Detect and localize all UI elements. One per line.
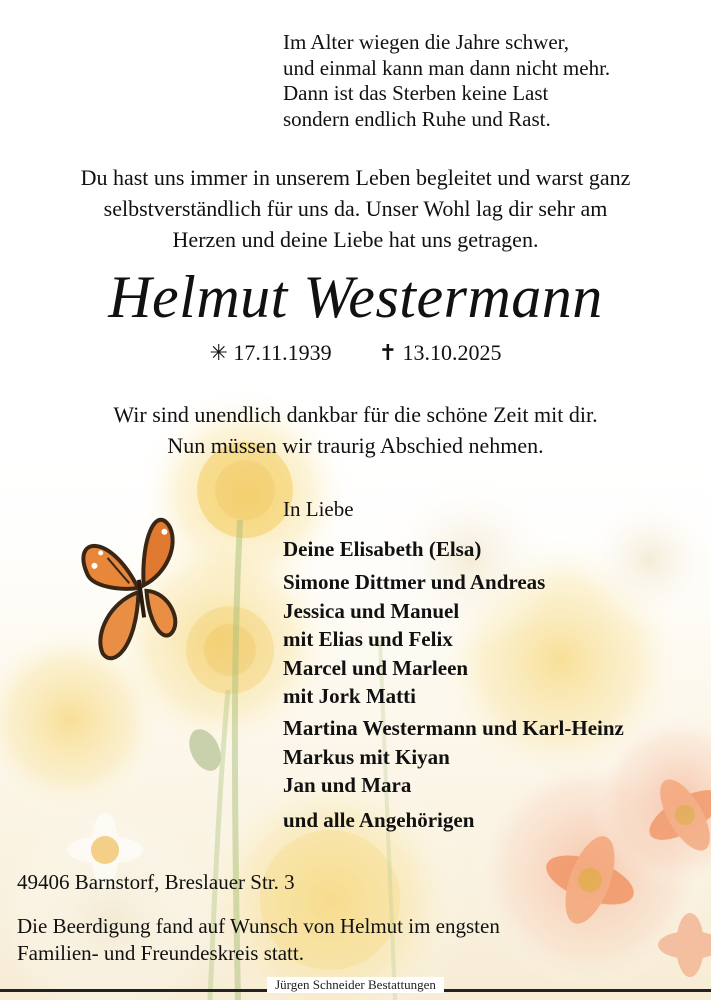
family-member: Martina Westermann und Karl-Heinz [283,716,624,740]
life-dates [0,340,711,366]
family-member: mit Elias und Felix [283,627,453,651]
intro-line: selbstverständlich für uns da. Unser Wohl lag dir sehr am [103,196,608,221]
footer [0,976,711,994]
funeral-notice [17,913,500,967]
deceased-name: Helmut Westermann [108,264,603,330]
thanks-line: Nun müssen wir traurig Abschied nehmen. [167,433,544,458]
family-member: Simone Dittmer und Andreas [283,570,546,594]
poem [283,30,610,132]
intro-line: Du hast uns immer in unserem Leben begleitet und warst ganz [80,165,631,190]
family-closing: und alle Angehörigen [283,808,475,832]
address: 49406 Barnstorf, Breslauer Str. 3 [17,870,295,894]
funeral-line: Familien- und Freundeskreis statt. [17,941,304,965]
family-member: Jessica und Manuel [283,598,460,623]
intro-text [0,162,711,255]
family-member: Jan und Mara [283,773,412,797]
birth-date: 17.11.1939 [233,340,332,365]
family-group-2 [283,714,624,800]
birth-star-icon: ✳ [209,340,228,365]
funeral-home-name: Jürgen Schneider Bestattungen [267,977,444,993]
family-member: mit Jork Matti [283,684,416,708]
death-date: 13.10.2025 [402,340,502,365]
poem-line: sondern endlich Ruhe und Rast. [283,106,551,131]
thanks-text [0,399,711,461]
poem-line: Im Alter wiegen die Jahre schwer, [283,30,570,54]
family-member: Markus mit Kiyan [283,744,450,769]
death-cross-icon: ✝ [378,340,398,365]
thanks-line: Wir sind unendlich dankbar für die schöne Zeit mit dir. [113,402,598,427]
in-love-label: In Liebe [283,497,354,521]
poem-line: Dann ist das Sterben keine Last [283,81,549,105]
poem-line: und einmal kann man dann nicht mehr. [283,55,611,80]
family-member: Marcel und Marleen [283,655,469,680]
funeral-line: Die Beerdigung fand auf Wunsch von Helmut im engsten [17,914,500,938]
intro-line: Herzen und deine Liebe hat uns getragen. [172,227,539,252]
family-spouse: Deine Elisabeth (Elsa) [283,537,482,561]
family-group-1 [283,568,545,711]
